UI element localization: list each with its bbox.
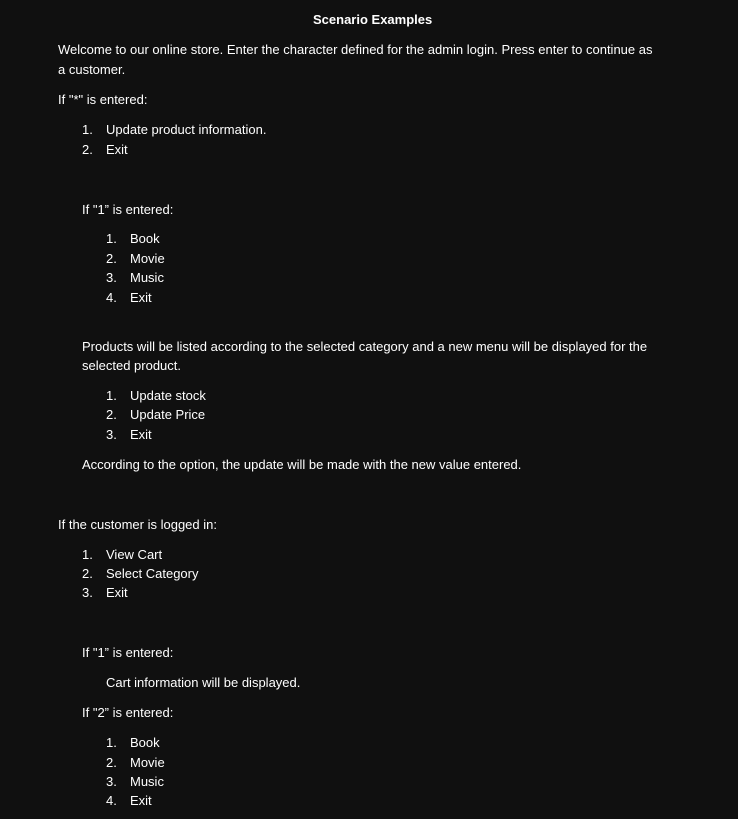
list-number: 1. bbox=[106, 388, 117, 403]
admin-sub-condition: If "1” is entered: bbox=[82, 202, 174, 217]
list-item: Music bbox=[130, 774, 164, 789]
update-note: According to the option, the update will be made with the new value entered. bbox=[82, 457, 522, 472]
list-item: Exit bbox=[130, 793, 152, 808]
list-number: 3. bbox=[106, 270, 117, 285]
list-number: 1. bbox=[82, 122, 93, 137]
list-item: Update product information. bbox=[106, 122, 267, 137]
list-number: 2. bbox=[106, 755, 117, 770]
list-item: Movie bbox=[130, 251, 165, 266]
list-item: Book bbox=[130, 231, 160, 246]
list-item: Exit bbox=[130, 290, 152, 305]
list-number: 3. bbox=[106, 427, 117, 442]
list-number: 1. bbox=[82, 547, 93, 562]
intro-text-line-1: Welcome to our online store. Enter the character defined for the admin login. Press enter to continue as bbox=[58, 42, 653, 57]
list-number: 3. bbox=[82, 585, 93, 600]
cart-note: Cart information will be displayed. bbox=[106, 675, 301, 690]
admin-condition: If "*" is entered: bbox=[58, 92, 148, 107]
list-item: Music bbox=[130, 270, 164, 285]
list-item: Select Category bbox=[106, 566, 199, 581]
products-text-line-2: selected product. bbox=[82, 358, 182, 373]
products-text-line-1: Products will be listed according to the selected category and a new menu will be displayed for the bbox=[82, 339, 648, 354]
list-item: Update stock bbox=[130, 388, 206, 403]
list-item: Movie bbox=[130, 755, 165, 770]
intro-text-line-2: a customer. bbox=[58, 62, 126, 77]
customer-cond-2: If "2” is entered: bbox=[82, 705, 174, 720]
list-number: 1. bbox=[106, 231, 117, 246]
customer-cond-1: If "1” is entered: bbox=[82, 645, 174, 660]
list-number: 2. bbox=[82, 142, 93, 157]
list-number: 4. bbox=[106, 290, 117, 305]
list-number: 3. bbox=[106, 774, 117, 789]
list-item: Book bbox=[130, 735, 160, 750]
customer-condition: If the customer is logged in: bbox=[58, 517, 217, 532]
list-number: 2. bbox=[106, 251, 117, 266]
list-item: Update Price bbox=[130, 407, 206, 422]
list-number: 2. bbox=[106, 407, 117, 422]
list-item: View Cart bbox=[106, 547, 163, 562]
page-title: Scenario Examples bbox=[313, 12, 433, 27]
list-number: 4. bbox=[106, 793, 117, 808]
list-number: 2. bbox=[82, 566, 93, 581]
list-item: Exit bbox=[130, 427, 152, 442]
list-item: Exit bbox=[106, 142, 128, 157]
list-item: Exit bbox=[106, 585, 128, 600]
list-number: 1. bbox=[106, 735, 117, 750]
